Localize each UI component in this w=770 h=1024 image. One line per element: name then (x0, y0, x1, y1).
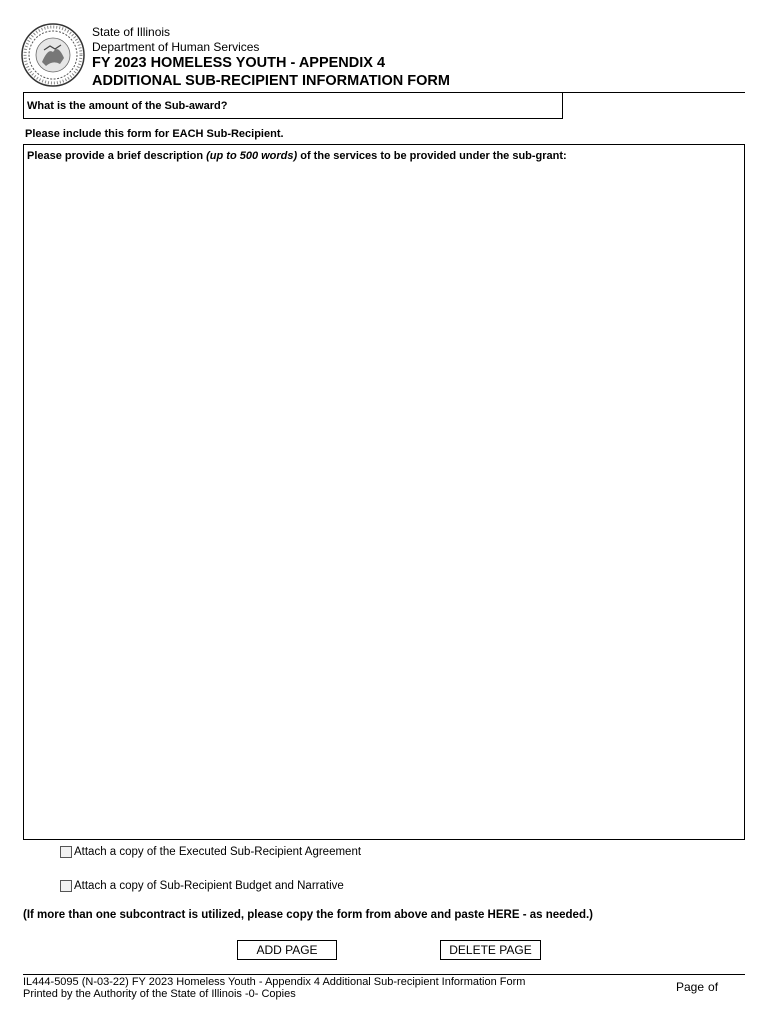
paste-instructions: (If more than one subcontract is utilized, please copy the form from above and paste HERE - as needed.) (23, 909, 594, 921)
form-title-line2: ADDITIONAL SUB-RECIPIENT INFORMATION FORM (92, 73, 450, 89)
page-number (676, 980, 722, 994)
footer-printed-by: Printed by the Authority of the State of Illinois -0- Copies (23, 988, 296, 1000)
footer-form-id: IL444-5095 (N-03-22) FY 2023 Homeless Youth - Appendix 4 Additional Sub-recipient Information Form (23, 976, 526, 988)
attach-agreement-checkbox[interactable] (60, 846, 72, 858)
services-description-label: Please provide a brief description (up to 500 words) of the services to be provided under the sub-grant: (27, 150, 567, 162)
form-title-line1: FY 2023 HOMELESS YOUTH - APPENDIX 4 (92, 55, 386, 71)
attach-budget-checkbox[interactable] (60, 880, 72, 892)
footer-divider (23, 974, 745, 975)
add-page-button[interactable]: ADD PAGE (237, 940, 337, 960)
delete-page-button[interactable]: DELETE PAGE (440, 940, 541, 960)
attach-budget-label: Attach a copy of Sub-Recipient Budget and Narrative (74, 880, 344, 892)
attach-agreement-row[interactable] (60, 846, 361, 858)
sub-award-amount-label: What is the amount of the Sub-award? (27, 100, 228, 112)
each-sub-recipient-note: Please include this form for EACH Sub-Recipient. (25, 128, 284, 140)
header-state: State of Illinois (92, 25, 171, 39)
sub-award-amount-field-box (23, 93, 563, 119)
header-department: Department of Human Services (92, 40, 260, 54)
sub-award-amount-input[interactable] (209, 95, 558, 117)
services-description-box (23, 144, 745, 840)
of-label: of (708, 980, 719, 994)
attach-agreement-label: Attach a copy of the Executed Sub-Recipient Agreement (74, 846, 362, 858)
services-description-textarea[interactable] (27, 167, 743, 836)
attach-budget-row[interactable] (60, 880, 344, 892)
page-label: Page (676, 980, 705, 994)
illinois-state-seal-icon (20, 22, 86, 88)
